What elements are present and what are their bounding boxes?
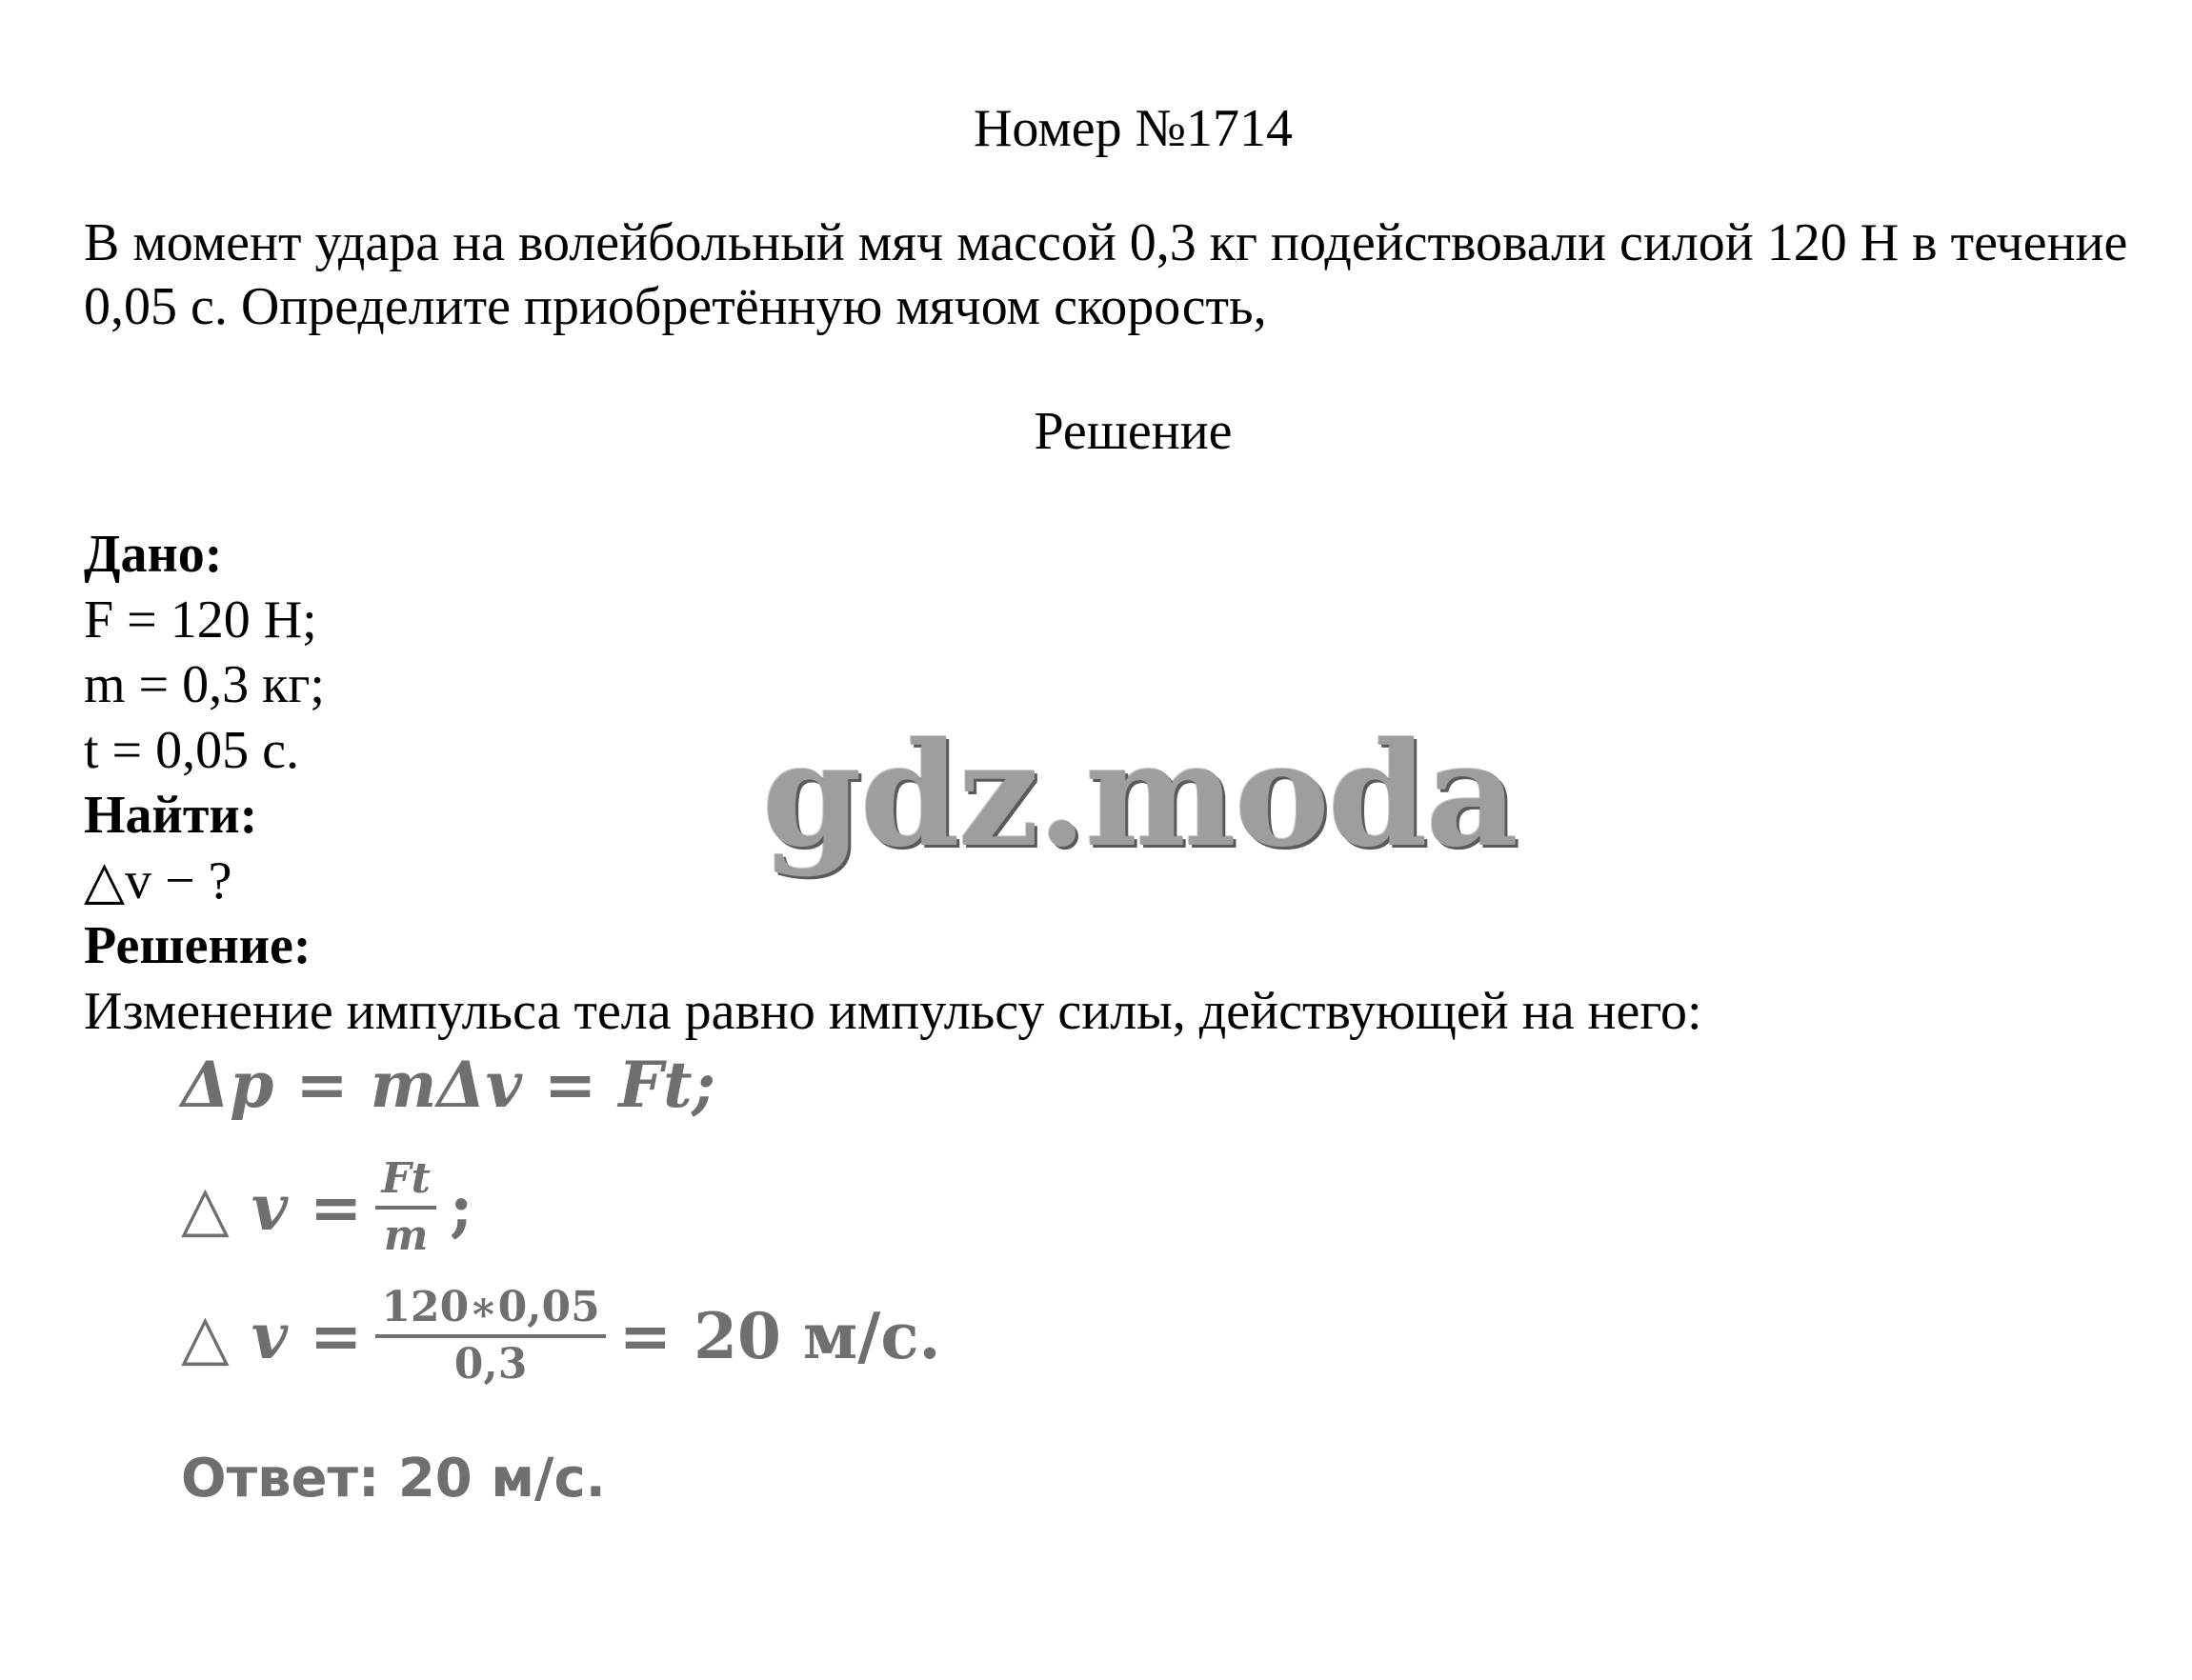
formula-momentum: Δp = mΔv = Ft; xyxy=(181,1048,715,1122)
given-label: Дано: xyxy=(84,525,223,584)
formula-3-lhs: △ v = xyxy=(181,1299,363,1373)
formula-velocity-numeric xyxy=(181,1281,941,1391)
formula-3-result: = 20 м/с. xyxy=(618,1299,941,1373)
problem-statement: В момент удара на волейбольный мяч массой 0,3 кг подействовали силой 120 Н в течение 0,05 с. Определите приобретённую мячом скорость, xyxy=(84,213,2128,336)
solution-label: Решение: xyxy=(84,916,312,975)
formula-velocity-general xyxy=(181,1152,473,1263)
solution-heading: Решение xyxy=(1034,402,1233,461)
formula-3-denominator: 0,3 xyxy=(453,1340,528,1389)
formula-2-after: ; xyxy=(449,1170,473,1245)
find-label: Найти: xyxy=(84,786,258,845)
given-mass: m = 0,3 кг; xyxy=(84,655,325,714)
given-time: t = 0,05 с. xyxy=(84,720,299,780)
formula-2-lhs: △ v = xyxy=(181,1170,363,1245)
watermark-logo: gdz.moda xyxy=(762,711,1518,879)
problem-number-title: Номер №1714 xyxy=(973,99,1294,158)
formula-2-fraction xyxy=(375,1152,436,1263)
solution-text: Изменение импульса тела равно импульсу силы, действующей на него: xyxy=(84,981,1702,1041)
answer-line: Ответ: 20 м/с. xyxy=(181,1448,606,1510)
given-force: F = 120 Н; xyxy=(84,590,317,650)
formula-2-numerator: Ft xyxy=(381,1154,431,1203)
find-item: △v − ? xyxy=(84,850,232,910)
formula-3-numerator: 120∗0,05 xyxy=(381,1283,600,1331)
formula-2-denominator: m xyxy=(383,1211,429,1260)
formula-3-fraction xyxy=(375,1281,605,1391)
